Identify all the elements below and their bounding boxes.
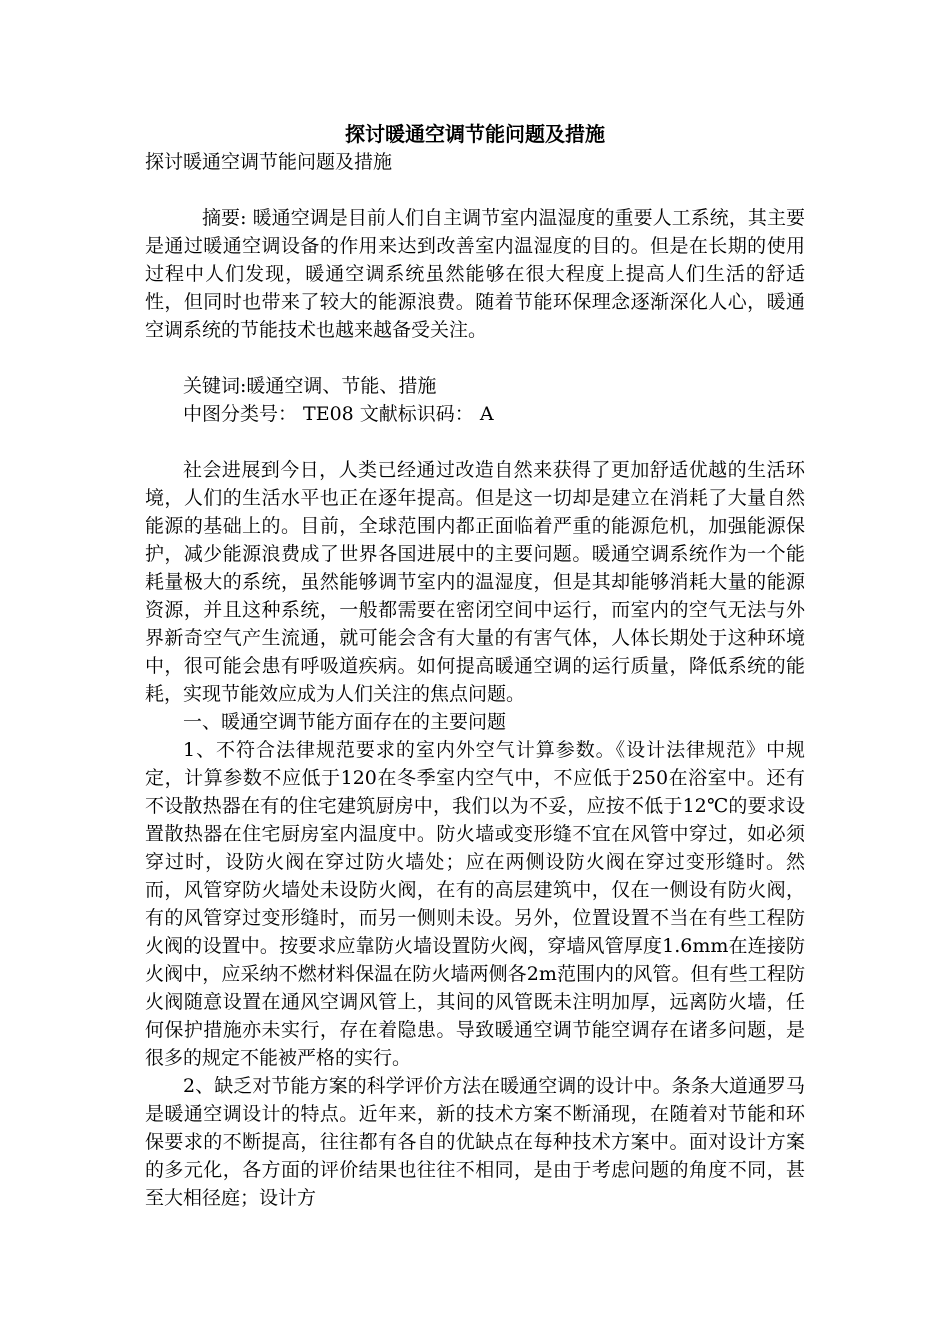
spacer [145,176,805,204]
keywords-line: 关键词:暖通空调、节能、措施 [183,375,437,397]
classification-line: 中图分类号： TE08 文献标识码： A [183,403,494,425]
document-title: 探讨暖通空调节能问题及措施 [345,122,605,146]
document-subtitle: 探讨暖通空调节能问题及措施 [145,151,393,173]
document-page [145,120,805,1212]
section-heading: 一、暖通空调节能方面存在的主要问题 [183,711,507,733]
intro-paragraph: 社会进展到今日，人类已经通过改造自然来获得了更加舒适优越的生活环境，人们的生活水平也正在逐年提高。但是这一切却是建立在消耗了大量自然能源的基础上的。目前，全球范围内都正面临着严重的能源危机，加强能源保护，减少能源浪费成了世界各国进展中的主要问题。暖通空调系统作为一个能耗量极大的系统，虽然能够调节室内的温湿度，但是其却能够消耗大量的能源资源，并且这种系统，一般都需要在密闭空间中运行，而室内的空气无法与外界新奇空气产生流通，就可能会含有大量的有害气体，人体长期处于这种环境中，很可能会患有呼吸道疾病。如何提高暖通空调的运行质量，降低系统的能耗，实现节能效应成为人们关注的焦点问题。 [145,459,805,705]
spacer [145,344,805,372]
spacer [145,428,805,456]
point-2-paragraph: 2、缺乏对节能方案的科学评价方法在暖通空调的设计中。条条大道通罗马是暖通空调设计的特点。近年来，新的技术方案不断涌现，在随着对节能和环保要求的不断提高，往往都有各自的优缺点在每种技术方案中。面对设计方案的多元化，各方面的评价结果也往往不相同，是由于考虑问题的角度不同，甚至大相径庭；设计方 [145,1075,805,1209]
abstract-paragraph: 摘要: 暖通空调是目前人们自主调节室内温湿度的重要人工系统，其主要是通过暖通空调设备的作用来达到改善室内温湿度的目的。但是在长期的使用过程中人们发现，暖通空调系统虽然能够在很大程度上提高人们生活的舒适性，但同时也带来了较大的能源浪费。随着节能环保理念逐渐深化人心，暖通空调系统的节能技术也越来越备受关注。 [145,207,805,341]
point-1-paragraph: 1、不符合法律规范要求的室内外空气计算参数。《设计法律规范》中规定，计算参数不应低于120在冬季室内空气中，不应低于250在浴室中。还有不设散热器在有的住宅建筑厨房中，我们以为不妥，应按不低于12℃的要求设置散热器在住宅厨房室内温度中。防火墙或变形缝不宜在风管中穿过，如必须穿过时，设防火阀在穿过防火墙处；应在两侧设防火阀在穿过变形缝时。然而，风管穿防火墙处未设防火阀，在有的高层建筑中，仅在一侧设有防火阀，有的风管穿过变形缝时，而另一侧则未设。另外，位置设置不当在有些工程防火阀的设置中。按要求应靠防火墙设置防火阀，穿墙风管厚度1.6mm在连接防火阀中，应采纳不燃材料保温在防火墙两侧各2m范围内的风管。但有些工程防火阀随意设置在通风空调风管上，其间的风管既未注明加厚，远离防火墙，任何保护措施亦未实行，存在着隐患。导致暖通空调节能空调存在诸多问题，是很多的规定不能被严格的实行。 [145,739,805,1069]
